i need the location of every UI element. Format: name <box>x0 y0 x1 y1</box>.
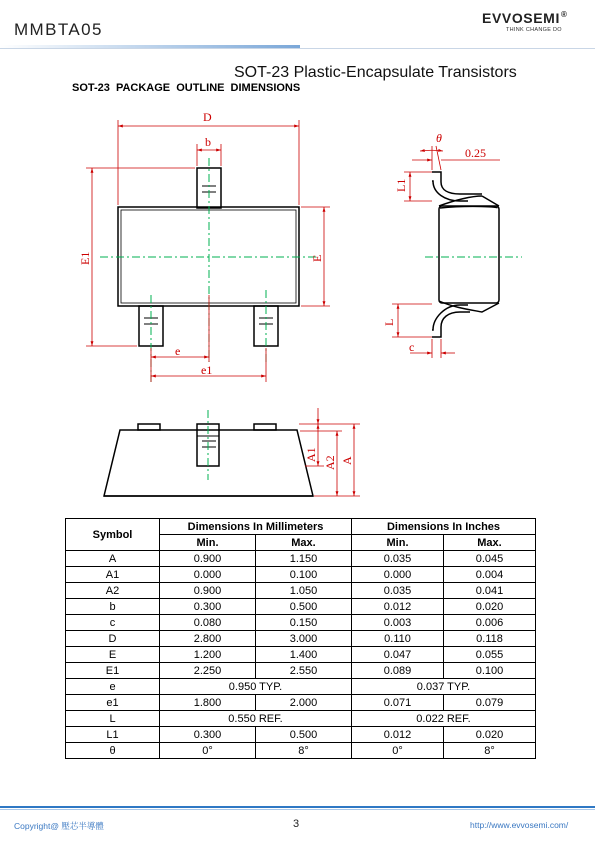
cell-mm-max: 2.550 <box>256 663 352 679</box>
table-row <box>66 599 536 615</box>
label-D: D <box>203 110 212 124</box>
cell-mm-max: 1.400 <box>256 647 352 663</box>
cell-in-min: 0.035 <box>352 551 444 567</box>
cell-in-min: 0.003 <box>352 615 444 631</box>
cell-in-span: 0.022 REF. <box>352 711 536 727</box>
cell-in-max: 0.020 <box>444 727 536 743</box>
label-theta: θ <box>436 131 442 145</box>
label-L1: L1 <box>394 178 408 192</box>
table-row <box>66 711 536 727</box>
header-in-max: Max. <box>444 535 536 551</box>
cell-mm-max: 3.000 <box>256 631 352 647</box>
table-row <box>66 663 536 679</box>
label-A2: A2 <box>323 455 337 470</box>
brand-tagline: THINK CHANGE DO <box>506 27 562 33</box>
cell-symbol: e <box>66 679 160 695</box>
cell-mm-max: 2.000 <box>256 695 352 711</box>
cell-mm-max: 0.150 <box>256 615 352 631</box>
cell-in-span: 0.037 TYP. <box>352 679 536 695</box>
cell-in-min: 0.047 <box>352 647 444 663</box>
header-millimeters: Dimensions In Millimeters <box>160 519 352 535</box>
cell-in-max: 0.100 <box>444 663 536 679</box>
cell-mm-max: 1.150 <box>256 551 352 567</box>
cell-mm-min: 1.200 <box>160 647 256 663</box>
cell-mm-min: 2.800 <box>160 631 256 647</box>
table-row <box>66 567 536 583</box>
page-number: 3 <box>293 818 300 830</box>
header-divider <box>0 48 595 49</box>
label-A: A <box>340 456 354 465</box>
cell-mm-min: 1.800 <box>160 695 256 711</box>
label-lead-thickness: 0.25 <box>465 146 486 160</box>
header-mm-min: Min. <box>160 535 256 551</box>
label-E: E <box>310 254 324 262</box>
cell-symbol: e1 <box>66 695 160 711</box>
cell-mm-min: 0° <box>160 743 256 759</box>
part-number: MMBTA05 <box>14 20 103 39</box>
cell-symbol: θ <box>66 743 160 759</box>
dimensions-table <box>65 518 536 759</box>
cell-in-min: 0.110 <box>352 631 444 647</box>
cell-symbol: A2 <box>66 583 160 599</box>
cell-symbol: A1 <box>66 567 160 583</box>
cell-in-min: 0.035 <box>352 583 444 599</box>
cell-mm-min: 0.900 <box>160 551 256 567</box>
cell-mm-min: 0.000 <box>160 567 256 583</box>
label-E1: E1 <box>78 251 92 265</box>
cell-in-min: 0.000 <box>352 567 444 583</box>
header-mm-max: Max. <box>256 535 352 551</box>
cell-mm-max: 8° <box>256 743 352 759</box>
brand-name: EVVOSEMI <box>482 10 560 26</box>
cell-symbol: L <box>66 711 160 727</box>
table-row <box>66 583 536 599</box>
table-row <box>66 631 536 647</box>
cell-in-max: 8° <box>444 743 536 759</box>
cell-symbol: b <box>66 599 160 615</box>
cell-symbol: E <box>66 647 160 663</box>
cell-mm-min: 2.250 <box>160 663 256 679</box>
registered-mark: ® <box>560 10 568 20</box>
cell-mm-max: 0.100 <box>256 567 352 583</box>
cell-in-max: 0.020 <box>444 599 536 615</box>
label-b: b <box>205 135 211 149</box>
cell-mm-max: 0.500 <box>256 727 352 743</box>
footer-url-link[interactable]: http://www.evvosemi.com/ <box>470 820 569 830</box>
header-symbol: Symbol <box>66 519 160 551</box>
cell-in-max: 0.055 <box>444 647 536 663</box>
cell-mm-max: 0.500 <box>256 599 352 615</box>
cell-mm-min: 0.080 <box>160 615 256 631</box>
document-title: SOT-23 Plastic-Encapsulate Transistors <box>234 64 517 81</box>
cell-mm-max: 1.050 <box>256 583 352 599</box>
cell-mm-min: 0.300 <box>160 599 256 615</box>
footer-divider-thin <box>0 809 595 810</box>
cell-in-max: 0.118 <box>444 631 536 647</box>
label-A1: A1 <box>304 447 318 462</box>
cell-in-min: 0.012 <box>352 599 444 615</box>
table-row <box>66 615 536 631</box>
package-outline-drawing <box>0 100 595 515</box>
table-row <box>66 679 536 695</box>
label-L: L <box>382 318 396 326</box>
header-in-min: Min. <box>352 535 444 551</box>
cell-symbol: D <box>66 631 160 647</box>
label-e: e <box>175 344 181 358</box>
section-title: SOT-23 PACKAGE OUTLINE DIMENSIONS <box>72 82 301 94</box>
cell-symbol: L1 <box>66 727 160 743</box>
header-inches: Dimensions In Inches <box>352 519 536 535</box>
cell-mm-min: 0.300 <box>160 727 256 743</box>
cell-in-max: 0.079 <box>444 695 536 711</box>
cell-in-min: 0° <box>352 743 444 759</box>
cell-in-min: 0.089 <box>352 663 444 679</box>
cell-in-max: 0.004 <box>444 567 536 583</box>
label-c: c <box>409 340 415 354</box>
cell-in-max: 0.006 <box>444 615 536 631</box>
footer-copyright: Copyright@ 壓芯半導體 <box>14 821 104 831</box>
label-e1: e1 <box>201 363 213 377</box>
cell-in-min: 0.071 <box>352 695 444 711</box>
cell-mm-min: 0.900 <box>160 583 256 599</box>
table-row <box>66 727 536 743</box>
side-view <box>432 172 499 337</box>
cell-in-max: 0.041 <box>444 583 536 599</box>
top-view-dimensions <box>86 120 330 382</box>
cell-in-min: 0.012 <box>352 727 444 743</box>
footer-divider <box>0 806 595 808</box>
table-row <box>66 743 536 759</box>
brand-logo <box>482 10 567 26</box>
cell-mm-span: 0.550 REF. <box>160 711 352 727</box>
table-row <box>66 695 536 711</box>
cell-symbol: E1 <box>66 663 160 679</box>
cell-in-max: 0.045 <box>444 551 536 567</box>
table-row <box>66 551 536 567</box>
cell-symbol: c <box>66 615 160 631</box>
cell-mm-span: 0.950 TYP. <box>160 679 352 695</box>
cell-symbol: A <box>66 551 160 567</box>
table-row <box>66 647 536 663</box>
side-view-dimensions <box>392 146 500 358</box>
